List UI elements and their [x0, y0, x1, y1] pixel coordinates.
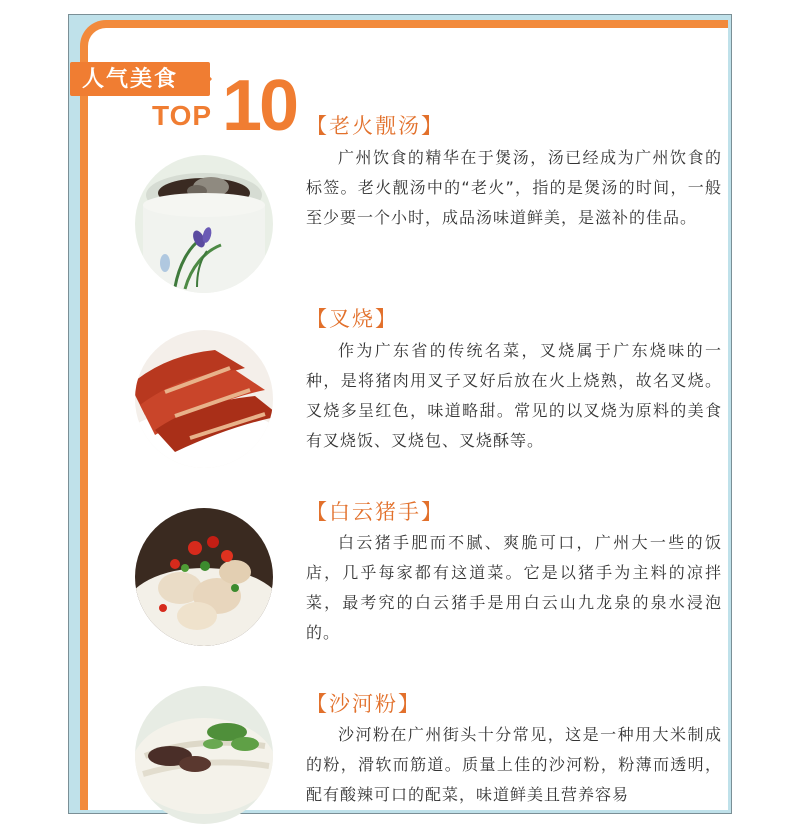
item-body: 广州饮食的精华在于煲汤，汤已经成为广州饮食的标签。老火靓汤中的“老火”，指的是煲汤的时间，一般至少要一个小时，成品汤味道鲜美，是滋补的佳品。	[306, 148, 722, 227]
category-tag-label: 人气美食	[82, 66, 179, 92]
category-tag-notch	[196, 62, 212, 96]
item-body: 沙河粉在广州街头十分常见，这是一种用大米制成的粉，滑软而筋道。质量上佳的沙河粉，粉薄而透明，配有酸辣可口的配菜，味道鲜美且营养容易	[306, 725, 722, 804]
item-title: 【叉烧】	[306, 307, 398, 331]
item-title: 【沙河粉】	[306, 692, 421, 716]
char-siu-icon	[135, 330, 273, 468]
pork-trotter-icon	[135, 508, 273, 646]
top-label: TOP	[152, 100, 213, 131]
top-number: 10	[222, 66, 297, 146]
item-title: 【白云猪手】	[306, 500, 444, 524]
rice-noodle-icon	[135, 686, 273, 824]
item-title: 【老火靓汤】	[306, 114, 444, 138]
item-body: 作为广东省的传统名菜，叉烧属于广东烧味的一种，是将猪肉用叉子叉好后放在火上烧熟，故名叉烧。叉烧多呈红色，味道略甜。常见的以叉烧为原料的美食有叉烧饭、叉烧包、叉烧酥等。	[306, 341, 722, 450]
item-body: 白云猪手肥而不腻、爽脆可口，广州大一些的饭店，几乎每家都有这道菜。它是以猪手为主料的凉拌菜，最考究的白云猪手是用白云山九龙泉的泉水浸泡的。	[306, 533, 722, 642]
soup-pot-icon	[135, 155, 273, 293]
